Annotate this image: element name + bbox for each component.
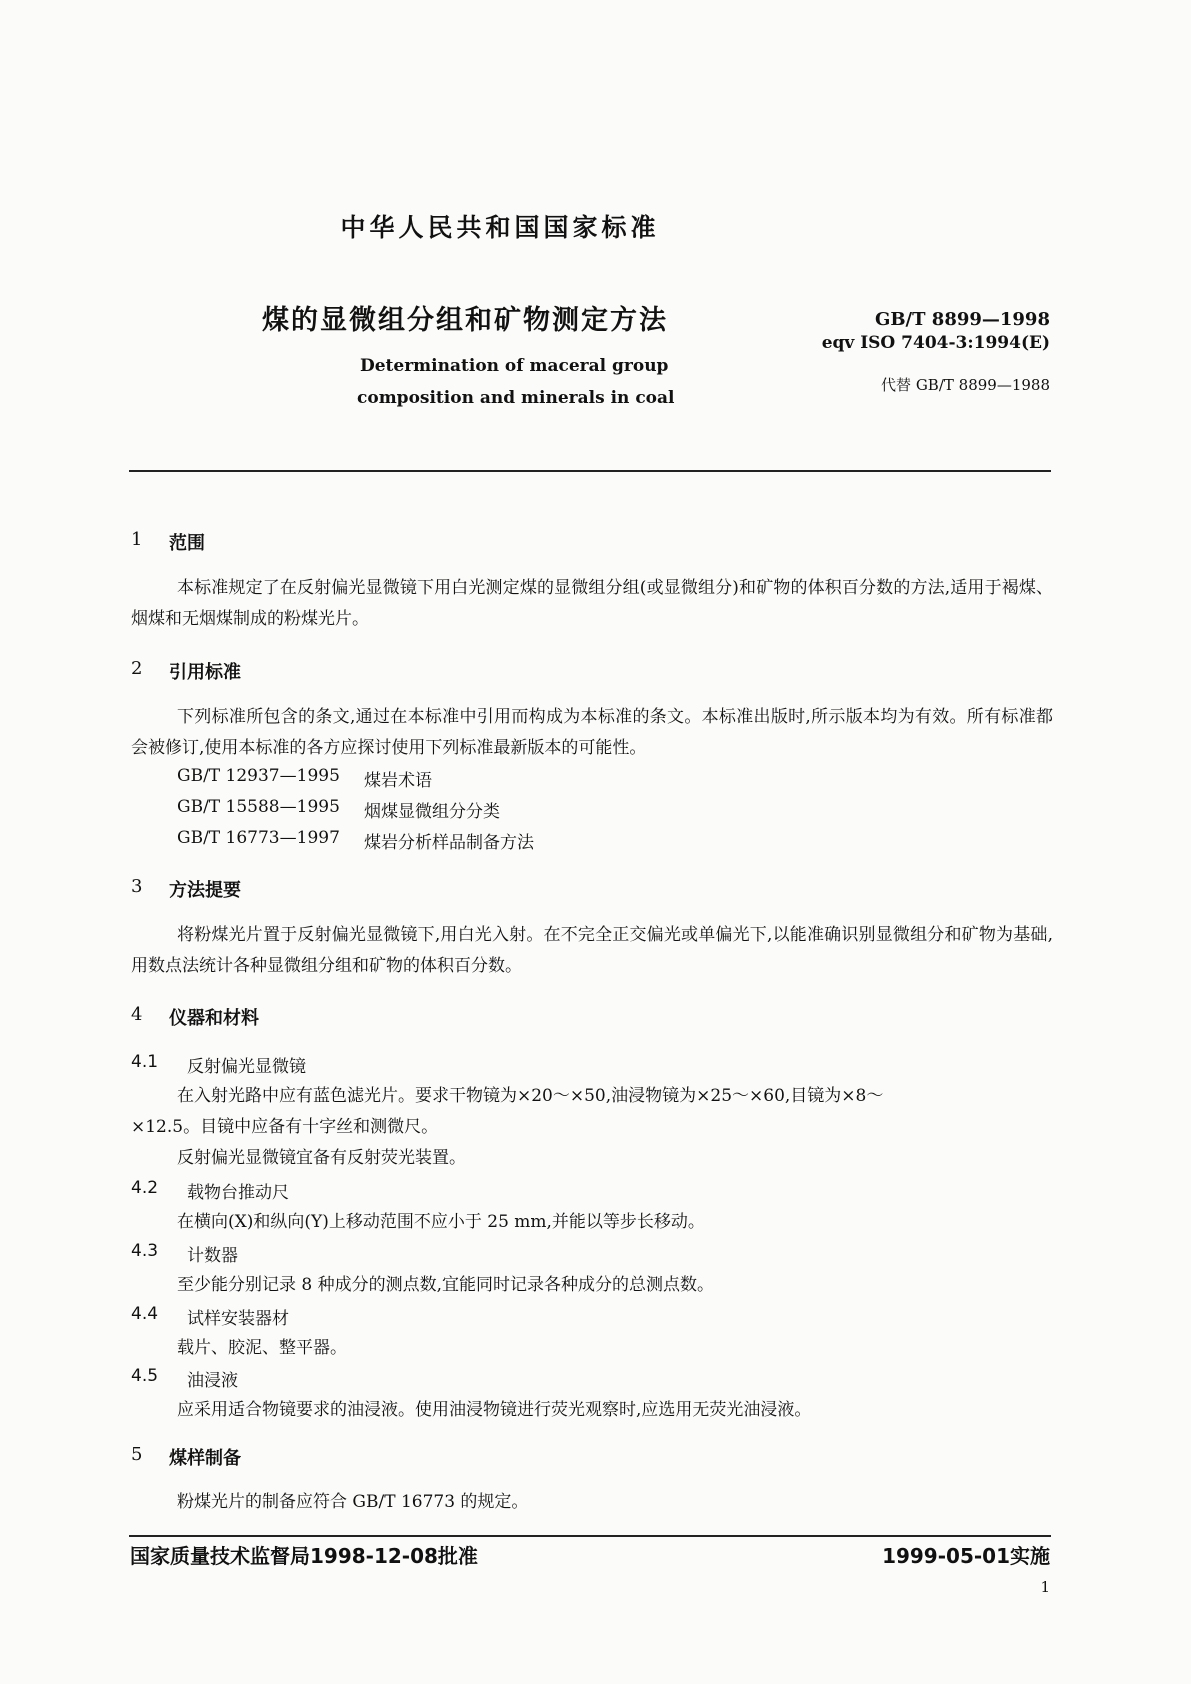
reference-name: 煤岩分析样品制备方法 bbox=[364, 833, 534, 853]
section-3-text: 将粉煤光片置于反射偏光显微镜下,用白光入射。在不完全正交偏光或单偏光下,以能准确识别显微组分和矿物为基础,用数点法统计各种显微组分组和矿物的体积百分数。 bbox=[131, 925, 1053, 976]
subsection-4-2-title: 载物台推动尺 bbox=[187, 1183, 289, 1203]
standard-replaces: 代替 GB/T 8899—1988 bbox=[881, 376, 1050, 394]
section-2-text: 下列标准所包含的条文,通过在本标准中引用而构成为本标准的条文。本标准出版时,所示版本均为有效。所有标准都会被修订,使用本标准的各方应探讨使用下列标准最新版本的可能性。 bbox=[131, 707, 1053, 758]
reference-code: GB/T 16773—1997 bbox=[177, 828, 340, 848]
section-3-title: 方法提要 bbox=[169, 880, 241, 901]
section-1-number: 1 bbox=[131, 529, 143, 550]
subsection-4-1-line2: ×12.5。目镜中应备有十字丝和测微尺。 bbox=[131, 1117, 439, 1137]
subsection-4-1-line3: 反射偏光显微镜宜备有反射荧光装置。 bbox=[177, 1148, 466, 1168]
section-4-number: 4 bbox=[131, 1004, 143, 1025]
header-divider bbox=[129, 470, 1051, 472]
section-1-title: 范围 bbox=[169, 533, 205, 554]
reference-code: GB/T 12937—1995 bbox=[177, 766, 340, 786]
section-5-text: 粉煤光片的制备应符合 GB/T 16773 的规定。 bbox=[177, 1492, 529, 1512]
standard-title-zh: 煤的显微组分组和矿物测定方法 bbox=[262, 305, 668, 336]
subsection-4-4-text: 载片、胶泥、整平器。 bbox=[177, 1338, 347, 1358]
subsection-4-2-text: 在横向(X)和纵向(Y)上移动范围不应小于 25 mm,并能以等步长移动。 bbox=[177, 1212, 705, 1232]
standard-title-en-line1: Determination of maceral group bbox=[360, 356, 669, 376]
subsection-4-5-number: 4.5 bbox=[131, 1366, 159, 1386]
reference-name: 煤岩术语 bbox=[364, 771, 432, 791]
reference-name: 烟煤显微组分分类 bbox=[364, 802, 500, 822]
section-3-number: 3 bbox=[131, 876, 143, 897]
effective-date: 1999-05-01实施 bbox=[882, 1544, 1050, 1568]
standard-code: GB/T 8899—1998 bbox=[874, 309, 1050, 330]
subsection-4-4-number: 4.4 bbox=[131, 1304, 159, 1324]
reference-code: GB/T 15588—1995 bbox=[177, 797, 340, 817]
subsection-4-3-text: 至少能分别记录 8 种成分的测点数,宜能同时记录各种成分的总测点数。 bbox=[177, 1275, 715, 1295]
subsection-4-5-title: 油浸液 bbox=[187, 1371, 238, 1391]
page-number: 1 bbox=[1040, 1578, 1050, 1596]
section-1-text: 本标准规定了在反射偏光显微镜下用白光测定煤的显微组分组(或显微组分)和矿物的体积百分数的方法,适用于褐煤、烟煤和无烟煤制成的粉煤光片。 bbox=[131, 578, 1053, 629]
footer-divider bbox=[129, 1535, 1051, 1537]
section-5-number: 5 bbox=[131, 1444, 143, 1465]
section-2-number: 2 bbox=[131, 658, 143, 679]
section-4-title: 仪器和材料 bbox=[169, 1008, 259, 1029]
subsection-4-1-title: 反射偏光显微镜 bbox=[187, 1057, 306, 1077]
subsection-4-1-number: 4.1 bbox=[131, 1052, 159, 1072]
standard-equivalence: eqv ISO 7404-3:1994(E) bbox=[821, 333, 1050, 353]
subsection-4-2-number: 4.2 bbox=[131, 1178, 159, 1198]
subsection-4-1-line1: 在入射光路中应有蓝色滤光片。要求干物镜为×20～×50,油浸物镜为×25～×60,目镜为×8～ bbox=[177, 1086, 884, 1106]
subsection-4-4-title: 试样安装器材 bbox=[187, 1309, 289, 1329]
subsection-4-5-text: 应采用适合物镜要求的油浸液。使用油浸物镜进行荧光观察时,应选用无荧光油浸液。 bbox=[177, 1400, 812, 1420]
country-standard-heading: 中华人民共和国国家标准 bbox=[340, 213, 660, 242]
standard-title-en-line2: composition and minerals in coal bbox=[357, 388, 675, 408]
section-5-title: 煤样制备 bbox=[169, 1448, 241, 1469]
subsection-4-3-title: 计数器 bbox=[187, 1246, 238, 1266]
approval-statement: 国家质量技术监督局1998-12-08批准 bbox=[130, 1544, 478, 1568]
section-2-title: 引用标准 bbox=[169, 662, 241, 683]
subsection-4-3-number: 4.3 bbox=[131, 1241, 159, 1261]
